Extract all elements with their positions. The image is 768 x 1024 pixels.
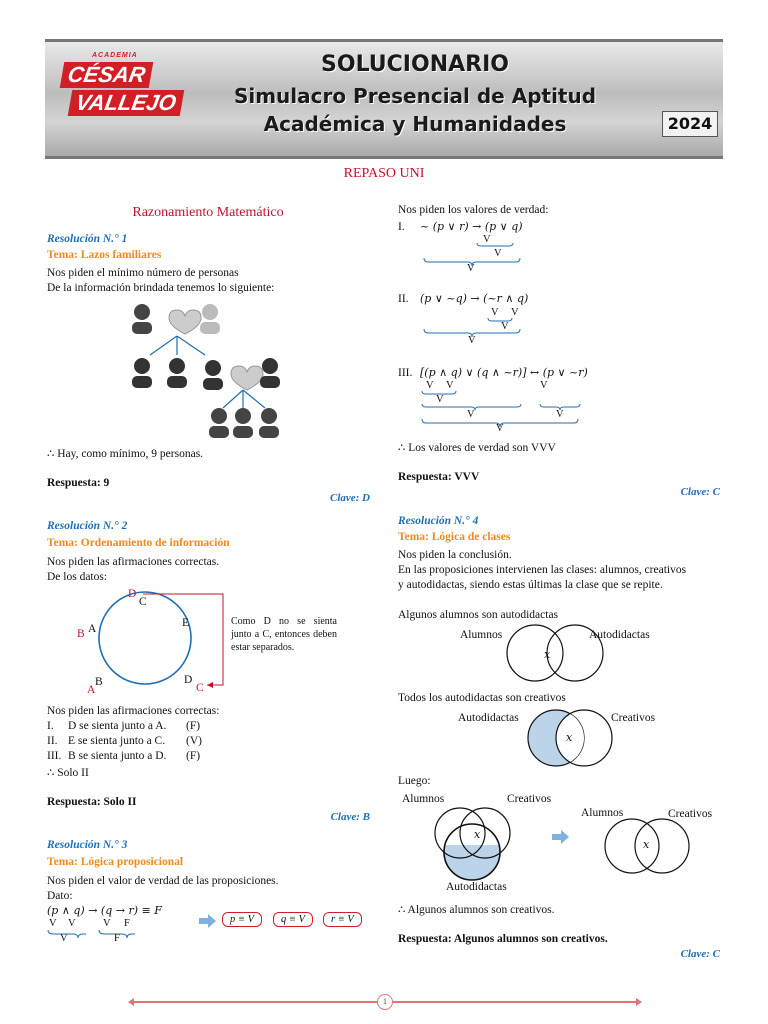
resolution-1-topic: Tema: Lazos familiares: [47, 249, 162, 261]
r2-text-2: De los datos:: [47, 571, 108, 583]
seat-label-b: B: [95, 676, 103, 688]
prop-iii-val: V: [436, 394, 444, 405]
prop-ii-braces: [422, 317, 532, 337]
venn1-x: x: [544, 648, 551, 661]
arrow-right-icon: [552, 830, 570, 844]
prop-iii-val: V: [496, 423, 504, 434]
prop-ii-val: V: [511, 307, 519, 318]
venn4-x: x: [643, 838, 650, 851]
header-title: SOLUCIONARIO: [321, 52, 509, 77]
r2-item-2-num: II.: [47, 735, 58, 747]
seat-label-a-red: A: [87, 684, 96, 696]
prop-i-val: V: [494, 248, 502, 259]
r3-formula: (p ∧ q) → (q → r) ≡ F: [47, 904, 162, 917]
logo-line-2: VALLEJO: [68, 90, 184, 116]
arrow-right-icon: [199, 914, 217, 928]
r1-text-2: De la información brindada tenemos lo siguiente:: [47, 282, 275, 294]
r3-text-2: Dato:: [47, 890, 73, 902]
person-icon: [209, 408, 229, 438]
venn-autodidactas-creativos: [528, 708, 618, 768]
r4-text-2: En las proposiciones intervienen las clases: alumnos, creativos: [398, 564, 687, 576]
prop-i-formula: ~ (p ∨ r) → (p ∨ q): [420, 220, 523, 233]
logo-academia-text: ACADEMIA: [92, 52, 138, 59]
r4-key: Clave: C: [680, 948, 720, 960]
r2-text-1: Nos piden las afirmaciones correctas.: [47, 556, 220, 568]
r3-v-label: V: [49, 918, 57, 929]
r3-sub-label: F: [114, 933, 120, 944]
r3-right-conclusion: ∴ Los valores de verdad son VVV: [398, 442, 556, 454]
prop-ii-val: V: [491, 307, 499, 318]
person-icon: [233, 408, 253, 438]
venn4-alumnos-label: Alumnos: [581, 807, 624, 819]
header-subtitle-2: Académica y Humanidades: [263, 112, 567, 136]
r2-item-1-num: I.: [47, 720, 54, 732]
prop-ii-val: V: [468, 335, 476, 346]
venn2-right-label: Creativos: [611, 712, 656, 724]
person-icon: [200, 304, 220, 334]
page-number: 1: [377, 994, 393, 1010]
section-title: REPASO UNI: [343, 166, 425, 181]
seat-label-d-red: D: [128, 588, 137, 600]
venn2-x: x: [566, 731, 573, 744]
person-icon: [259, 408, 279, 438]
r4-luego: Luego:: [398, 775, 431, 787]
prop-i-val: V: [467, 263, 475, 274]
resolution-4-heading: Resolución N.° 4: [398, 515, 479, 527]
r2-answer: Respuesta: Solo II: [47, 796, 137, 808]
r2-item-1-text: D se sienta junto a A.: [68, 720, 167, 732]
prop-iii-formula: [(p ∧ q) ∨ (q ∧ ~r)] ↔ (p ∨ ~r): [420, 366, 588, 379]
result-q: q ≡ V: [273, 912, 313, 927]
seat-label-e: E: [182, 617, 190, 629]
r4-answer: Respuesta: Algunos alumnos son creativos.: [398, 933, 608, 945]
seat-label-a: A: [88, 623, 97, 635]
venn4-creativos-label: Creativos: [668, 808, 713, 820]
r2-item-3-text: B se sienta junto a D.: [68, 750, 167, 762]
venn3-creativos-label: Creativos: [507, 793, 552, 805]
header-subtitle-1: Simulacro Presencial de Aptitud: [233, 84, 597, 108]
prop-ii-val: V: [501, 321, 509, 332]
resolution-2-heading: Resolución N.° 2: [47, 520, 128, 532]
seat-label-b-red: B: [77, 628, 85, 640]
r4-statement-2: Todos los autodidactas son creativos: [398, 692, 566, 704]
venn2-left-label: Autodidactas: [458, 712, 519, 724]
prop-i-braces: [422, 242, 532, 266]
venn3-autodidactas-label: Autodidactas: [446, 881, 507, 893]
r1-answer: Respuesta: 9: [47, 477, 110, 489]
r1-key: Clave: D: [329, 492, 370, 504]
prop-i-val: V: [483, 234, 491, 245]
result-r: r ≡ V: [323, 912, 362, 927]
prop-iii-val: V: [446, 380, 454, 391]
prop-iii-val: V: [540, 380, 548, 391]
r3-v-label: V: [68, 918, 76, 929]
r2-item-1-val: (F): [186, 720, 201, 732]
result-p: p ≡ V: [222, 912, 262, 927]
r2-item-2-val: (V): [186, 735, 202, 747]
r3-v-label: V: [103, 918, 111, 929]
resolution-4-topic: Tema: Lógica de clases: [398, 531, 511, 543]
r1-conclusion: ∴ Hay, como mínimo, 9 personas.: [47, 448, 204, 460]
prop-iii-val: V: [426, 380, 434, 391]
subsection-title: Razonamiento Matemático: [132, 205, 284, 220]
r1-text-1: Nos piden el mínimo número de personas: [47, 267, 239, 279]
year-badge: 2024: [662, 111, 718, 137]
resolution-3-topic: Tema: Lógica proposicional: [47, 856, 184, 868]
r2-item-3-val: (F): [186, 750, 201, 762]
venn3-x: x: [474, 828, 481, 841]
prop-iii-val: V: [556, 409, 564, 420]
resolution-3-heading: Resolución N.° 3: [47, 839, 128, 851]
r4-statement-1: Algunos alumnos son autodidactas: [398, 609, 559, 621]
r4-conclusion: ∴ Algunos alumnos son creativos.: [398, 904, 555, 916]
r4-text-3: y autodidactas, siendo estas últimas la clase que se repite.: [398, 579, 663, 591]
person-icon: [132, 358, 152, 388]
r3-v-label: F: [124, 918, 130, 929]
r2-text-3: Nos piden las afirmaciones correctas:: [47, 705, 220, 717]
r3-right-text-1: Nos piden los valores de verdad:: [398, 204, 549, 216]
r3-answer: Respuesta: VVV: [398, 471, 480, 483]
prop-iii-val: V: [467, 409, 475, 420]
r3-key: Clave: C: [680, 486, 720, 498]
academy-logo: [60, 52, 185, 132]
r2-conclusion: ∴ Solo II: [47, 767, 89, 779]
prop-ii-formula: (p ∨ ~q) → (~r ∧ q): [420, 292, 529, 305]
seat-label-c: C: [139, 596, 147, 608]
venn1-left-label: Alumnos: [460, 629, 503, 641]
prop-iii-braces: [420, 390, 590, 435]
r2-key: Clave: B: [330, 811, 370, 823]
prop-i-num: I.: [398, 221, 405, 233]
resolution-2-topic: Tema: Ordenamiento de información: [47, 537, 230, 549]
r2-item-2-text: E se sienta junto a C.: [68, 735, 166, 747]
person-icon: [132, 304, 152, 334]
venn-three-sets: [435, 805, 515, 885]
seat-label-c-red: C: [196, 682, 204, 694]
heart-icon: [231, 366, 263, 390]
venn3-alumnos-label: Alumnos: [402, 793, 445, 805]
family-tree-diagram: [125, 300, 285, 440]
seat-label-d: D: [184, 674, 193, 686]
venn1-right-label: Autodidactas: [589, 629, 650, 641]
logo-line-1: CÉSAR: [60, 62, 154, 88]
r3-sub-label: V: [60, 933, 68, 944]
person-icon: [167, 358, 187, 388]
r3-text-1: Nos piden el valor de verdad de las proposiciones.: [47, 875, 279, 887]
heart-icon: [169, 310, 201, 334]
r2-note: Como D no se sienta junto a C, entonces deben estar separados.: [231, 616, 337, 653]
r4-text-1: Nos piden la conclusión.: [398, 549, 512, 561]
prop-iii-num: III.: [398, 367, 413, 379]
prop-ii-num: II.: [398, 293, 409, 305]
r2-item-3-num: III.: [47, 750, 62, 762]
resolution-1-heading: Resolución N.° 1: [47, 233, 128, 245]
person-icon: [203, 360, 223, 390]
